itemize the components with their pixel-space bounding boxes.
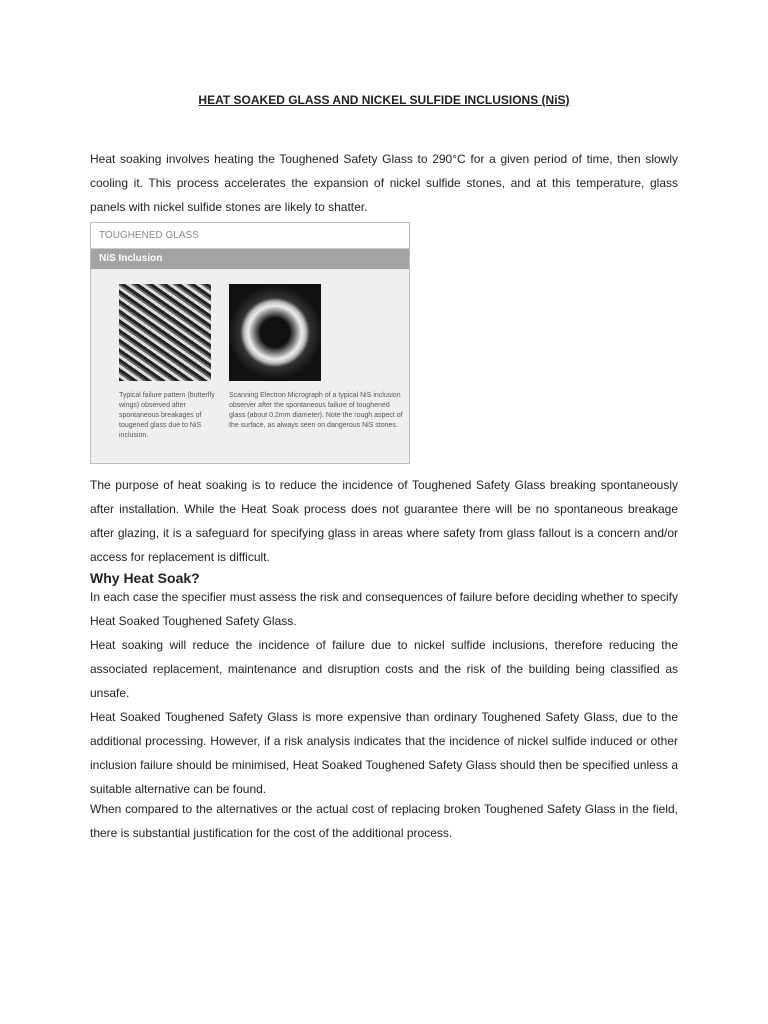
figure-header: TOUGHENED GLASS	[91, 223, 409, 249]
intro-paragraph: Heat soaking involves heating the Toughened Safety Glass to 290°C for a given period of time, then slowly cooling it. This process accelerates the expansion of nickel sulfide stones, and at this temperature, glass panels with nickel sulfide stones are likely to shatter.	[90, 152, 678, 214]
nis-inclusion-figure	[90, 222, 410, 464]
paragraph: Heat Soaked Toughened Safety Glass is more expensive than ordinary Toughened Safety Glass, due to the additional processing. However, if a risk analysis indicates that the incidence of nickel sulfide induced or other inclusion failure should be minimised, Heat Soaked Toughened Safety Glass should then be specified unless a suitable alternative can be found.	[90, 710, 678, 796]
paragraph: In each case the specifier must assess the risk and consequences of failure before deciding whether to specify Heat Soaked Toughened Safety Glass.	[90, 590, 678, 628]
section-heading: Why Heat Soak?	[90, 570, 200, 586]
document-title: HEAT SOAKED GLASS AND NICKEL SULFIDE INCLUSIONS (NiS)	[198, 93, 570, 107]
paragraph: When compared to the alternatives or the actual cost of replacing broken Toughened Safety Glass in the field, there is substantial justification for the cost of the additional process.	[90, 802, 678, 840]
caption-right: Scanning Electron Micrograph of a typical NiS inclusion observer after the spontaneous failure of toughened glass (about 0.2mm diameter). Note the rough aspect of the surface, as always seen on dangerous NiS stones.	[229, 392, 403, 429]
paragraph: Heat soaking will reduce the incidence of failure due to nickel sulfide inclusions, therefore reducing the associated replacement, maintenance and disruption costs and the risk of the building being classified as unsafe.	[90, 638, 678, 700]
purpose-paragraph: The purpose of heat soaking is to reduce the incidence of Toughened Safety Glass breaking spontaneously after installation. While the Heat Soak process does not guarantee there will be no spontaneous breakage after glazing, it is a safeguard for specifying glass in areas where safety from glass fallout is a concern and/or access for replacement is difficult.	[90, 478, 678, 564]
failure-pattern-image	[119, 284, 211, 381]
caption-left: Typical failure pattern (butterfly wings) observed after spontaneous breakages of tougened glass due to NiS inclusion.	[119, 392, 215, 439]
electron-micrograph-image	[229, 284, 321, 381]
figure-bar-title: NiS Inclusion	[91, 249, 409, 269]
